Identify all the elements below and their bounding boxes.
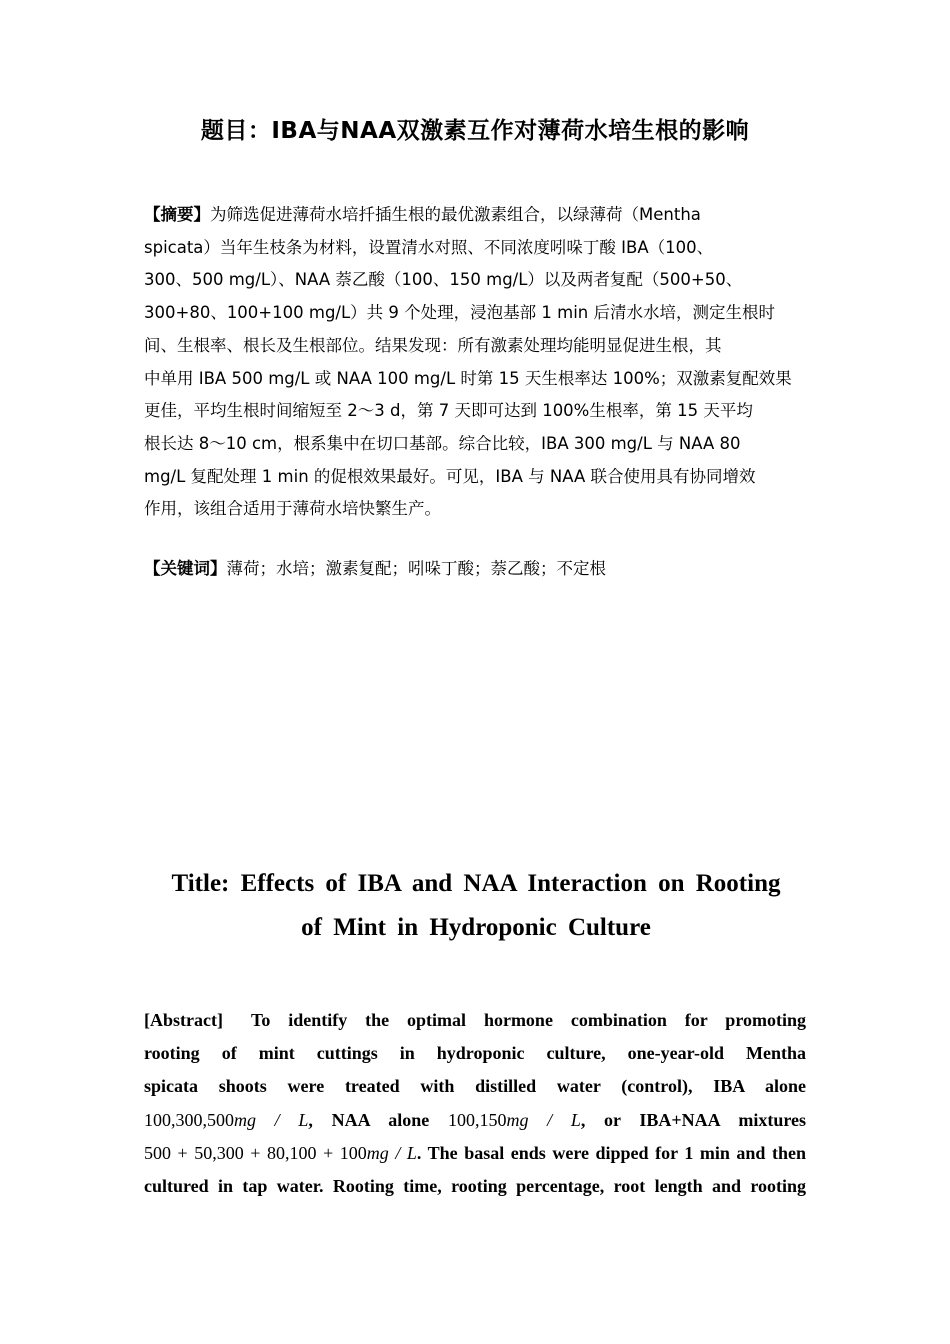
math-unit: mg / L (506, 1109, 581, 1130)
english-title-line: of Mint in Hydroponic Culture (301, 914, 651, 941)
math-unit: mg / L (366, 1142, 417, 1163)
math-expression: 500 + 50,300 + 80,100 + 100 (144, 1142, 367, 1163)
chinese-title: 题目：IBA与NAA双激素互作对薄荷水培生根的影响 (200, 118, 750, 144)
abstract-line: rooting of mint cuttings in hydroponic culture, one-year-old Mentha (144, 1043, 806, 1064)
abstract-line: 中单用 IBA 500 mg/L 或 NAA 100 mg/L 时第 15 天生根率达 100%；双激素复配效果 (144, 368, 792, 388)
abstract-line: 更佳，平均生根时间缩短至 2～3 d，第 7 天即可达到 100%生根率，第 15 天平均 (144, 401, 753, 421)
abstract-line: 500 + 50,300 + 80,100 + 100mg / L. The basal ends were dipped for 1 min and then (144, 1142, 807, 1163)
chinese-keywords-label: 【关键词】 (144, 559, 227, 578)
abstract-line: 100,300,500mg / L, NAA alone 100,150mg / L, or IBA+NAA mixtures (144, 1109, 807, 1130)
abstract-line: spicata shoots were treated with distilled water (control), IBA alone (144, 1076, 806, 1097)
chinese-keywords-text: 薄荷；水培；激素复配；吲哚丁酸；萘乙酸；不定根 (226, 559, 606, 578)
abstract-line: mg/L 复配处理 1 min 的促根效果最好。可见，IBA 与 NAA 联合使用具有协同增效 (144, 466, 756, 486)
abstract-line: 300、500 mg/L）、NAA 萘乙酸（100、150 mg/L）以及两者复配（500+50、 (144, 270, 743, 290)
abstract-line: 根长达 8～10 cm，根系集中在切口基部。综合比较，IBA 300 mg/L 与 NAA 80 (144, 433, 741, 453)
abstract-line: spicata）当年生枝条为材料，设置清水对照、不同浓度吲哚丁酸 IBA（100、 (144, 237, 714, 257)
abstract-line: 间、生根率、根长及生根部位。结果发现：所有激素处理均能明显促进生根，其 (144, 335, 722, 355)
math-unit: mg / L (234, 1109, 309, 1130)
english-title-line: Title: Effects of IBA and NAA Interaction on Rooting (171, 870, 781, 897)
abstract-line: 【摘要】为筛选促进薄荷水培扦插生根的最优激素组合，以绿薄荷（Mentha (144, 205, 701, 224)
abstract-line: [Abstract] To identify the optimal hormone combination for promoting (144, 1010, 806, 1030)
abstract-line: 300+80、100+100 mg/L）共 9 个处理，浸泡基部 1 min 后清水水培，测定生根时 (144, 303, 776, 323)
math-expression: 100,300,500 (144, 1109, 234, 1130)
abstract-line: cultured in tap water. Rooting time, rooting percentage, root length and rooting (144, 1176, 806, 1197)
abstract-line: 作用，该组合适用于薄荷水培快繁生产。 (144, 499, 441, 519)
english-abstract (144, 1004, 806, 1203)
chinese-abstract-label: 【摘要】 (144, 205, 210, 224)
chinese-abstract (144, 199, 808, 526)
chinese-keywords (144, 553, 808, 586)
english-abstract-label: [Abstract] (144, 1010, 223, 1030)
english-title (144, 862, 808, 950)
math-expression: 100,150 (447, 1109, 507, 1130)
